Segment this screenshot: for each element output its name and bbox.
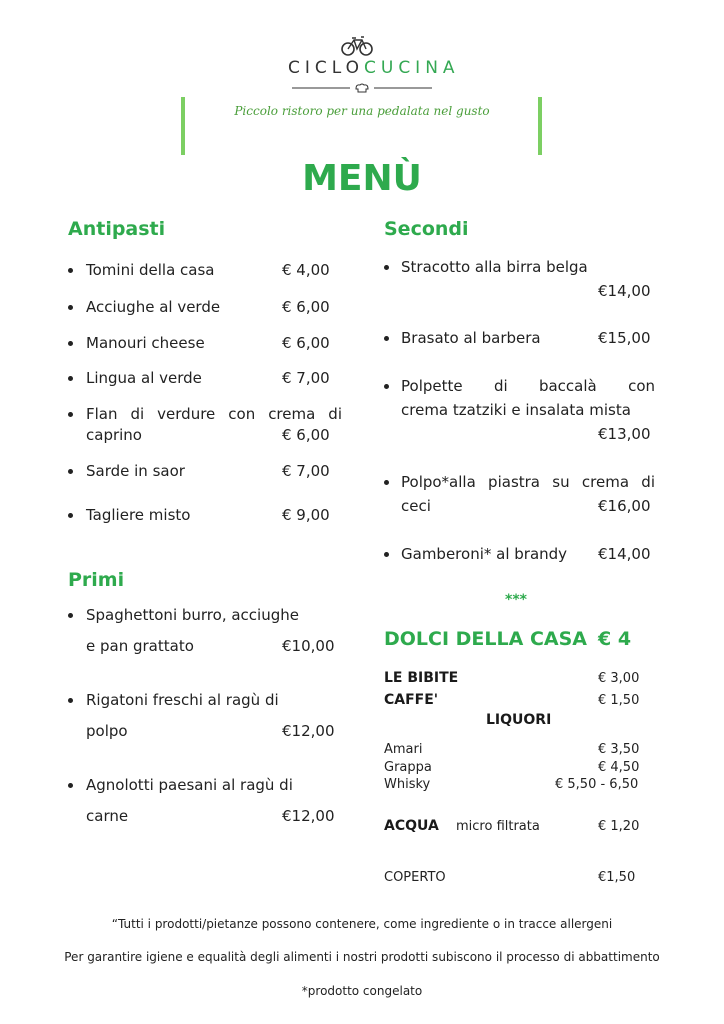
item-name: Brasato al barbera [401,329,541,347]
item-name-line2: polpo [86,722,128,740]
item-name: Manouri cheese [86,334,205,352]
item-name: Tagliere misto [86,506,191,524]
item-name: Sarde in saor [86,462,185,480]
item-name: Lingua al verde [86,369,202,387]
bibite-price: € 3,00 [598,671,640,686]
item-name-line1: Polpette di baccalà con [401,377,655,395]
liquore-price: € 4,50 [598,760,640,775]
caffe-label: CAFFE' [384,692,439,708]
coperto-label: COPERTO [384,870,446,885]
item-name-line2: carne [86,807,129,825]
item-price: €15,00 [598,329,651,347]
item-name-line2: caprino [86,426,142,444]
item-price: €14,00 [598,282,651,300]
item-price: €13,00 [598,425,651,443]
right-accent-bar [538,97,542,155]
item-price: €10,00 [282,637,335,655]
brand-name: CICLOCUCINA [288,58,460,78]
item-price: € 9,00 [282,506,330,524]
liquori-title: LIQUORI [486,712,552,728]
caffe-price: € 1,50 [598,693,640,708]
liquore-price: € 3,50 [598,742,640,757]
coperto-price: €1,50 [598,870,636,885]
item-name-line2: e pan grattato [86,637,194,655]
acqua-detail: micro filtrata [456,819,540,834]
section-title-antipasti: Antipasti [68,218,166,240]
item-name-line1: Spaghettoni burro, acciughe [86,606,299,624]
item-price: € 6,00 [282,334,330,352]
item-price: € 6,00 [282,426,330,444]
allergen-notice: “Tutti i prodotti/pietanze possono contenere, come ingrediente o in tracce allergeni [111,917,613,931]
item-name-line1: Rigatoni freschi al ragù di [86,691,279,709]
item-name-line2: ceci [401,497,431,515]
tagline: Piccolo ristoro per una pedalata nel gusto [234,104,490,118]
liquore-name: Grappa [384,760,432,775]
item-price: €16,00 [598,497,651,515]
acqua-label: ACQUA [384,818,439,834]
section-title-primi: Primi [68,569,125,591]
section-title-secondi: Secondi [384,218,469,240]
item-name: Stracotto alla birra belga [401,258,588,276]
dolci-title: DOLCI DELLA CASA [384,628,587,650]
liquore-name: Amari [384,742,423,757]
acqua-price: € 1,20 [598,819,640,834]
item-name-line2: crema tzatziki e insalata mista [401,401,631,419]
chef-hat-divider-icon [292,83,432,93]
liquore-name: Whisky [384,777,431,792]
item-name-line1: Polpo*alla piastra su crema di [401,473,655,491]
item-price: € 7,00 [282,369,330,387]
left-accent-bar [181,97,185,155]
bibite-label: LE BIBITE [384,670,459,686]
item-name: Acciughe al verde [86,298,221,316]
item-price: € 6,00 [282,298,330,316]
page-title: MENÙ [302,158,422,199]
separator-stars: *** [505,592,527,608]
item-name-line1: Flan di verdure con crema di [86,405,342,423]
item-price: € 4,00 [282,261,330,279]
dolci-price: € 4 [598,628,632,650]
hygiene-notice: Per garantire igiene e equalità degli alimenti i nostri prodotti subiscono il processo di abbattimento [64,950,660,964]
item-name: Gamberoni* al brandy [401,545,568,563]
item-price: €12,00 [282,722,335,740]
bicycle-icon [340,36,374,56]
liquore-price: € 5,50 - 6,50 [555,777,639,792]
frozen-note: *prodotto congelato [301,984,423,998]
item-name-line1: Agnolotti paesani al ragù di [86,776,293,794]
item-name: Tomini della casa [86,261,215,279]
item-price: €14,00 [598,545,651,563]
item-price: €12,00 [282,807,335,825]
item-price: € 7,00 [282,462,330,480]
